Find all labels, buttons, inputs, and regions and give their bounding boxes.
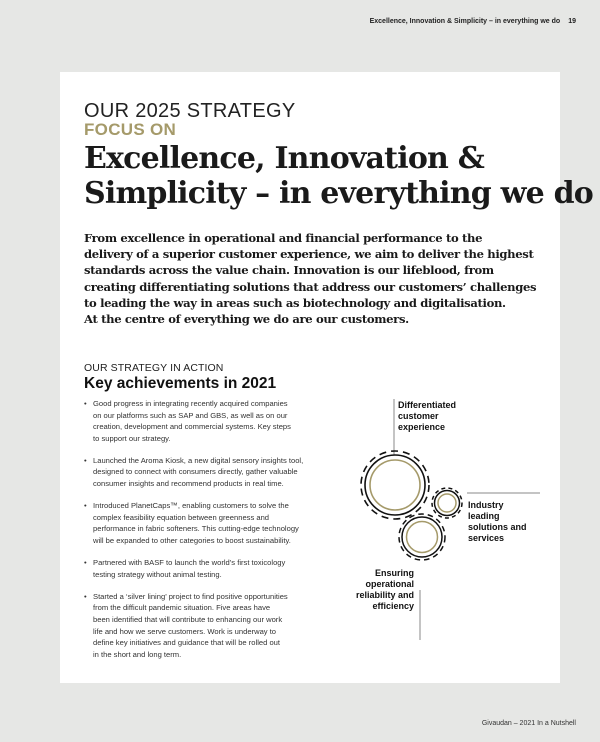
list-item [84, 455, 374, 490]
list-item-line: consumer insights and recommend products in real time. [93, 479, 284, 489]
lead-line: From excellence in operational and financial performance to the [84, 231, 483, 245]
lead-paragraph [84, 230, 544, 327]
list-item-line: been identified that will contribute to enhancing our work [93, 614, 283, 624]
label-line: Industry [468, 500, 504, 510]
section-title: Key achievements in 2021 [84, 375, 277, 392]
list-item-line: • Introduced PlanetCaps™, enabling customers to solve the [93, 501, 289, 511]
label-line: customer [398, 411, 439, 421]
list-item-line: testing strategy without animal testing. [93, 569, 222, 579]
label-line: Differentiated [398, 400, 457, 410]
label-line: experience [398, 422, 446, 432]
section-eyebrow: OUR STRATEGY IN ACTION [84, 362, 224, 374]
achievements-list [84, 398, 374, 671]
list-item-line: designed to connect with consumers directly, gather valuable [93, 467, 298, 477]
label-line: leading [468, 511, 500, 521]
content-card [60, 72, 593, 683]
list-item-line: complex feasibility equation between greenness and [93, 512, 270, 522]
running-title: Excellence, Innovation & Simplicity – in everything we do [369, 18, 561, 25]
list-item-line: • Partnered with BASF to launch the world’s first toxicology [93, 558, 286, 568]
gears-diagram [340, 382, 560, 642]
lead-line: At the centre of everything we do are our customers. [84, 312, 409, 327]
running-header [370, 18, 576, 25]
label-line: services [468, 533, 505, 543]
list-item-line: creation, development and commercial systems. Key steps [93, 422, 291, 432]
label-operational-reliability [340, 568, 414, 612]
lead-line: delivery of a superior customer experience, we aim to deliver the highest [84, 247, 534, 262]
list-item [84, 557, 374, 580]
label-line: operational [365, 579, 414, 589]
list-item [84, 500, 374, 546]
lead-line: standards across the value chain. Innovation is our lifeblood, from [84, 263, 494, 278]
list-item-line: performance in fabric softeners. This cutting-edge technology [93, 524, 299, 534]
lead-line: to leading the way in areas such as biotechnology and digitalisation. [84, 295, 506, 310]
label-line: solutions and [468, 522, 527, 532]
list-item-line: will be expanded to other categories to boost sustainability. [93, 535, 291, 545]
label-differentiated-customer-experience [398, 400, 456, 433]
list-item-line: • Good progress in integrating recently acquired companies [93, 399, 288, 408]
list-item-line: in the short and long term. [93, 649, 182, 659]
label-line: Ensuring [374, 568, 414, 578]
list-item-line: to support our strategy. [93, 433, 171, 443]
page-number: 19 [568, 18, 576, 25]
label-industry-leading-solutions [468, 500, 527, 544]
page-title [84, 141, 593, 211]
page-footer: Givaudan – 2021 In a Nutshell [481, 720, 576, 727]
list-item [84, 591, 374, 661]
title-line: Simplicity – in everything we do [84, 176, 593, 211]
list-item-line: • Started a ‘silver lining’ project to find positive opportunities [93, 591, 288, 601]
list-item [84, 398, 374, 444]
list-item-line: from the difficult pandemic situation. Five areas have [93, 603, 271, 613]
list-item-line: life and how we serve customers. Work is underway to [93, 626, 277, 636]
list-item-line: define key initiatives and guidance that will be rolled out [93, 638, 281, 648]
list-item-line: on our platforms such as SAP and GBS, as well as on our [93, 410, 288, 420]
focus-label: FOCUS ON [84, 120, 177, 139]
label-line: efficiency [372, 601, 414, 611]
title-line: Excellence, Innovation & [84, 141, 484, 176]
strategy-eyebrow: OUR 2025 STRATEGY [84, 100, 296, 122]
lead-line: creating differentiating solutions that address our customers’ challenges [84, 279, 537, 294]
list-item-line: • Launched the Aroma Kiosk, a new digital sensory insights tool, [93, 455, 304, 465]
label-line: reliability and [355, 590, 414, 600]
